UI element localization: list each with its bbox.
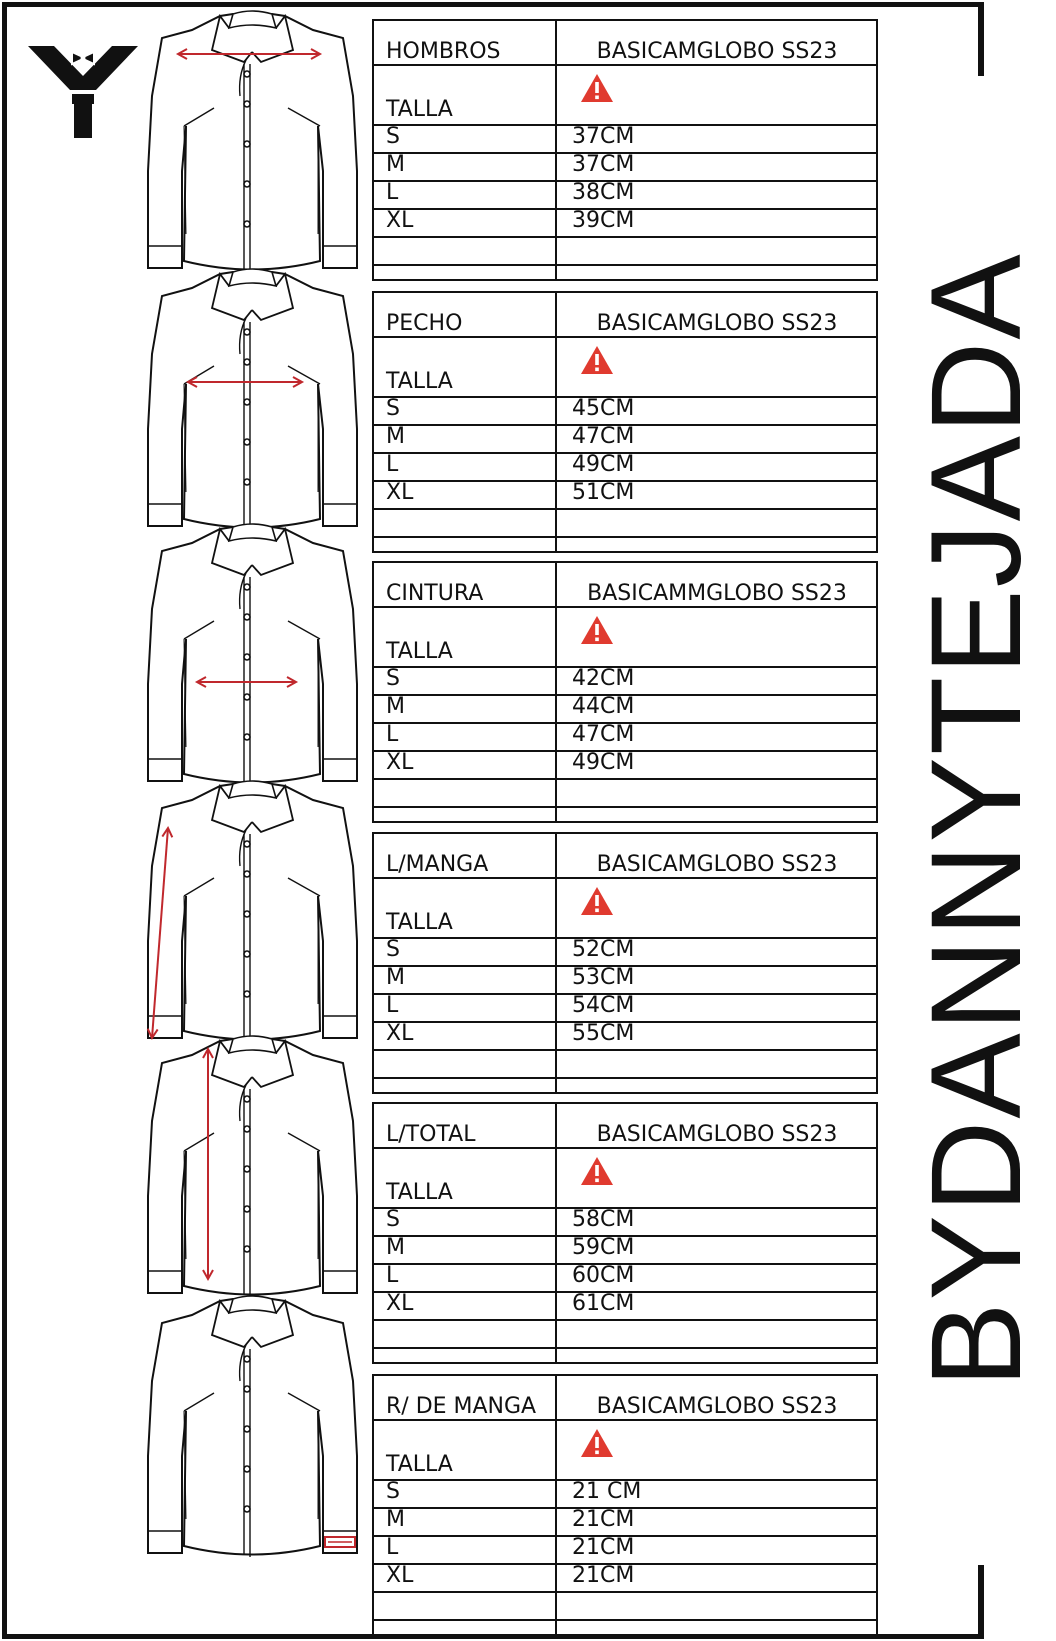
measurement-cell: 45CM xyxy=(572,396,635,421)
measurement-cell: 42CM xyxy=(572,666,635,691)
size-table-chest xyxy=(372,291,878,553)
size-header: TALLA xyxy=(386,1452,453,1477)
frame-left xyxy=(2,2,7,1639)
size-cell: M xyxy=(386,1235,405,1260)
product-label: BASICAMMGLOBO SS23 xyxy=(587,581,847,606)
measurement-cell: 54CM xyxy=(572,993,635,1018)
size-cell: M xyxy=(386,965,405,990)
warning-icon xyxy=(580,886,614,916)
size-table-total-length xyxy=(372,1102,878,1364)
product-label: BASICAMGLOBO SS23 xyxy=(596,311,838,336)
measure-label: R/ DE MANGA xyxy=(386,1394,537,1419)
measurement-cell: 38CM xyxy=(572,180,635,205)
measure-label: PECHO xyxy=(386,311,463,336)
size-header: TALLA xyxy=(386,910,453,935)
size-cell: L xyxy=(386,1535,399,1560)
shirt-diagram-chest xyxy=(140,264,365,534)
measure-label: HOMBROS xyxy=(386,39,501,64)
size-cell: L xyxy=(386,452,399,477)
measurement-cell: 53CM xyxy=(572,965,635,990)
brand-vertical xyxy=(905,85,1048,1555)
warning-icon xyxy=(580,73,614,103)
product-label: BASICAMGLOBO SS23 xyxy=(596,1394,838,1419)
measurement-cell: 44CM xyxy=(572,694,635,719)
measurement-cell: 59CM xyxy=(572,1235,635,1260)
size-cell: XL xyxy=(386,1291,414,1316)
size-cell: S xyxy=(386,666,400,691)
measurement-cell: 51CM xyxy=(572,480,635,505)
measurement-cell: 52CM xyxy=(572,937,635,962)
size-cell: S xyxy=(386,396,400,421)
size-header: TALLA xyxy=(386,1180,453,1205)
measurement-cell: 58CM xyxy=(572,1207,635,1232)
size-cell: S xyxy=(386,937,400,962)
size-cell: L xyxy=(386,722,399,747)
measure-label: L/MANGA xyxy=(386,852,489,877)
warning-icon xyxy=(580,615,614,645)
measurement-cell: 49CM xyxy=(572,452,635,477)
size-cell: S xyxy=(386,124,400,149)
size-cell: L xyxy=(386,180,399,205)
brand-vertical-text: BYDANNYTEJADA xyxy=(905,252,1048,1388)
frame-right-lower xyxy=(978,1565,984,1639)
measurement-cell: 60CM xyxy=(572,1263,635,1288)
size-cell: XL xyxy=(386,1563,414,1588)
size-cell: XL xyxy=(386,208,414,233)
size-header: TALLA xyxy=(386,97,453,122)
size-cell: XL xyxy=(386,480,414,505)
size-table-waist xyxy=(372,561,878,823)
frame-right-upper xyxy=(978,2,984,76)
size-cell: XL xyxy=(386,1021,414,1046)
shirt-diagram-sleeve-length xyxy=(140,776,365,1046)
size-cell: L xyxy=(386,993,399,1018)
size-table-shoulders xyxy=(372,19,878,281)
product-label: BASICAMGLOBO SS23 xyxy=(596,852,838,877)
measurement-cell: 61CM xyxy=(572,1291,635,1316)
bowtie-y-logo-icon xyxy=(28,44,138,140)
shirt-diagram-total-length xyxy=(140,1031,365,1301)
shirt-diagram-waist xyxy=(140,519,365,789)
size-cell: M xyxy=(386,152,405,177)
measurement-cell: 21CM xyxy=(572,1507,635,1532)
size-cell: M xyxy=(386,424,405,449)
size-header: TALLA xyxy=(386,369,453,394)
measure-label: CINTURA xyxy=(386,581,484,606)
size-cell: XL xyxy=(386,750,414,775)
size-cell: S xyxy=(386,1207,400,1232)
measurement-cell: 21 CM xyxy=(572,1479,642,1504)
measurement-cell: 47CM xyxy=(572,722,635,747)
shirt-diagram-cuff xyxy=(140,1291,365,1561)
product-label: BASICAMGLOBO SS23 xyxy=(596,1122,838,1147)
size-header: TALLA xyxy=(386,639,453,664)
size-table-sleeve-length xyxy=(372,832,878,1094)
shirt-diagram-shoulders xyxy=(140,6,365,276)
measurement-cell: 21CM xyxy=(572,1535,635,1560)
warning-icon xyxy=(580,1156,614,1186)
size-cell: M xyxy=(386,694,405,719)
size-cell: M xyxy=(386,1507,405,1532)
product-label: BASICAMGLOBO SS23 xyxy=(596,39,838,64)
size-table-cuff xyxy=(372,1374,878,1636)
warning-icon xyxy=(580,1428,614,1458)
measurement-cell: 21CM xyxy=(572,1563,635,1588)
measurement-cell: 47CM xyxy=(572,424,635,449)
size-cell: S xyxy=(386,1479,400,1504)
measurement-cell: 49CM xyxy=(572,750,635,775)
measurement-cell: 55CM xyxy=(572,1021,635,1046)
measure-label: L/TOTAL xyxy=(386,1122,476,1147)
measurement-cell: 37CM xyxy=(572,124,635,149)
measurement-cell: 37CM xyxy=(572,152,635,177)
measurement-cell: 39CM xyxy=(572,208,635,233)
size-cell: L xyxy=(386,1263,399,1288)
warning-icon xyxy=(580,345,614,375)
